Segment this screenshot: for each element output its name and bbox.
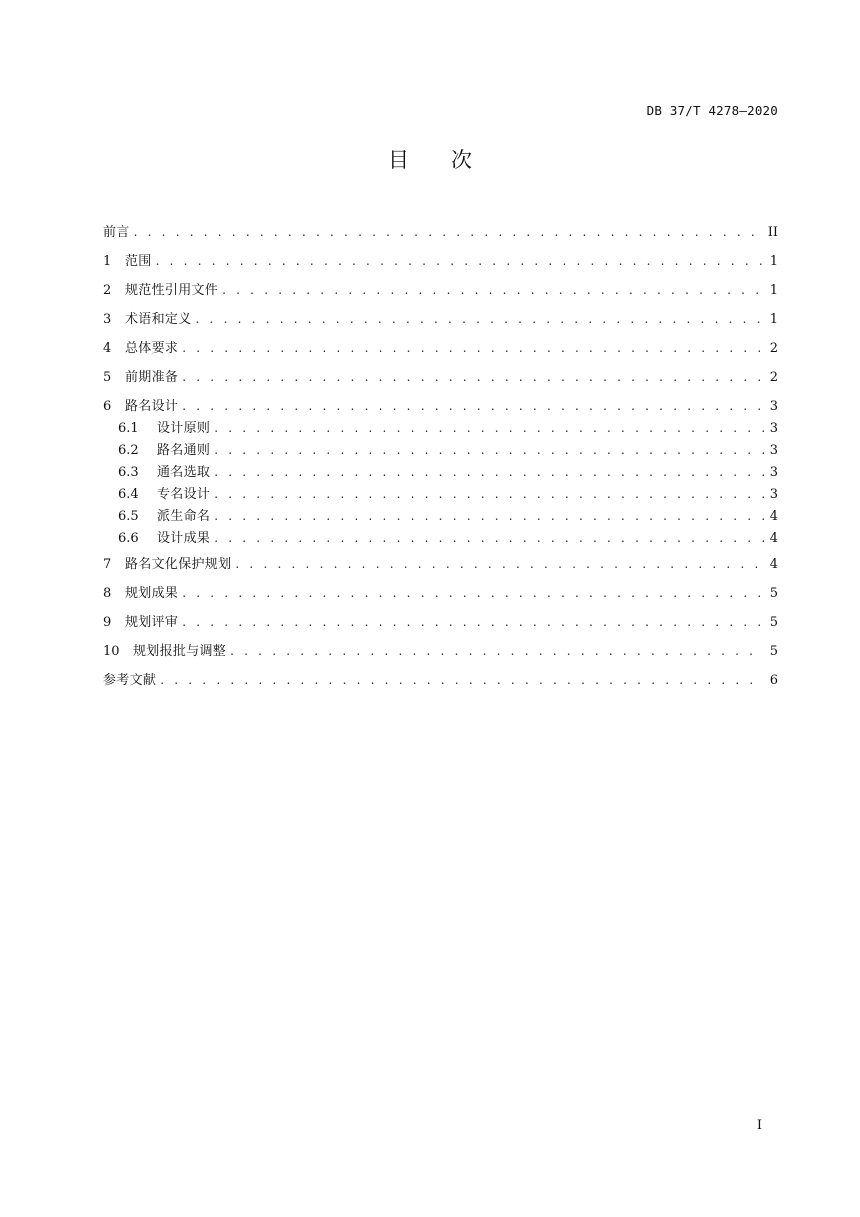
toc-entry-8[interactable] (103, 584, 778, 603)
toc-entry-6-2[interactable] (118, 441, 778, 460)
toc-entry-number: 7 (103, 557, 112, 572)
toc-entry-label: 路名设计 (125, 399, 179, 414)
toc-entry-preface[interactable] (103, 223, 778, 242)
toc-entry-label: 专名设计 (157, 487, 211, 502)
toc-entry-6[interactable] (103, 397, 778, 416)
page-number: I (756, 1118, 762, 1133)
toc-entry-1[interactable] (103, 252, 778, 271)
toc-entry-number: 1 (103, 254, 112, 269)
page-title (0, 144, 860, 174)
toc-entry-label: 术语和定义 (125, 312, 192, 327)
toc-entry-label: 规划成果 (125, 586, 179, 601)
toc-entry-number: 2 (103, 283, 112, 298)
toc-dot-leader (235, 555, 763, 573)
toc-entry-4[interactable] (103, 339, 778, 358)
toc-entry-label: 设计原则 (157, 421, 211, 436)
toc-entry-page: 2 (769, 370, 778, 385)
toc-dot-leader (182, 368, 764, 386)
toc-entry-5[interactable] (103, 368, 778, 387)
toc-entry-label: 规范性引用文件 (125, 283, 219, 298)
toc-entry-page: 2 (769, 341, 778, 356)
toc-entry-page: 3 (769, 399, 778, 414)
toc-entry-label: 规划评审 (125, 615, 179, 630)
toc-entry-6-6[interactable] (118, 529, 778, 548)
toc-dot-leader (214, 485, 764, 503)
toc-entry-page: 1 (769, 254, 778, 269)
toc-entry-page: 5 (769, 586, 778, 601)
toc-entry-number: 6.6 (118, 531, 139, 546)
toc-entry-number: 6.4 (118, 487, 139, 502)
toc-dot-leader (182, 584, 764, 602)
toc-entry-label: 路名通则 (157, 443, 211, 458)
toc-entry-page: 6 (769, 673, 778, 688)
toc-entry-page: 5 (769, 644, 778, 659)
toc-entry-6-3[interactable] (118, 463, 778, 482)
toc-entry-number: 6.5 (118, 509, 139, 524)
toc-entry-label: 前言 (103, 225, 130, 240)
toc-entry-label: 设计成果 (157, 531, 211, 546)
toc-entry-6-5[interactable] (118, 507, 778, 526)
toc-entry-page: 4 (769, 509, 778, 524)
toc-entry-2[interactable] (103, 281, 778, 300)
toc-dot-leader (182, 397, 764, 415)
toc-entry-label: 规划报批与调整 (133, 644, 227, 659)
toc-dot-leader (182, 613, 764, 631)
toc-entry-label: 通名选取 (157, 465, 211, 480)
toc-entry-6-4[interactable] (118, 485, 778, 504)
toc-entry-9[interactable] (103, 613, 778, 632)
toc-entry-label: 路名文化保护规划 (125, 557, 232, 572)
toc-dot-leader (182, 339, 764, 357)
toc-dot-leader (214, 507, 764, 525)
toc-entry-page: 1 (769, 283, 778, 298)
toc-entry-label: 范围 (125, 254, 152, 269)
toc-entry-page: 4 (769, 531, 778, 546)
page-title-right: 次 (451, 148, 472, 172)
toc-entry-label: 参考文献 (103, 673, 157, 688)
toc-entry-label: 前期准备 (125, 370, 179, 385)
toc-dot-leader (134, 223, 762, 241)
toc-entry-page: 3 (769, 487, 778, 502)
toc-entry-page: 5 (769, 615, 778, 630)
toc-entry-10[interactable] (103, 642, 778, 661)
toc-entry-6-1[interactable] (118, 419, 778, 438)
toc-entry-number: 6 (103, 399, 112, 414)
toc-entry-number: 3 (103, 312, 112, 327)
toc-entry-number: 6.3 (118, 465, 139, 480)
toc-dot-leader (156, 252, 764, 270)
toc-entry-page: 1 (769, 312, 778, 327)
toc-entry-page: 3 (769, 465, 778, 480)
toc-entry-page: 3 (769, 443, 778, 458)
toc-dot-leader (222, 281, 764, 299)
toc-entry-number: 10 (103, 644, 120, 659)
toc-entry-bibliography[interactable] (103, 671, 778, 690)
toc-dot-leader (214, 529, 764, 547)
document-code: DB 37/T 4278—2020 (646, 103, 778, 118)
toc-entry-page: 4 (769, 557, 778, 572)
toc-entry-number: 6.1 (118, 421, 139, 436)
toc-dot-leader (214, 441, 764, 459)
toc-entry-number: 5 (103, 370, 112, 385)
toc-entry-7[interactable] (103, 555, 778, 574)
toc-dot-leader (196, 310, 764, 328)
toc-entry-page: II (767, 225, 778, 240)
toc-entry-number: 8 (103, 586, 112, 601)
toc-dot-leader (214, 463, 764, 481)
toc-entry-number: 6.2 (118, 443, 139, 458)
toc-entry-number: 9 (103, 615, 112, 630)
toc-dot-leader (214, 419, 764, 437)
toc-dot-leader (230, 642, 764, 660)
toc-entry-number: 4 (103, 341, 112, 356)
toc-entry-label: 总体要求 (125, 341, 179, 356)
toc-entry-label: 派生命名 (157, 509, 211, 524)
toc-entry-page: 3 (769, 421, 778, 436)
toc-dot-leader (160, 671, 764, 689)
page-title-left: 目 (388, 148, 409, 172)
toc-entry-3[interactable] (103, 310, 778, 329)
